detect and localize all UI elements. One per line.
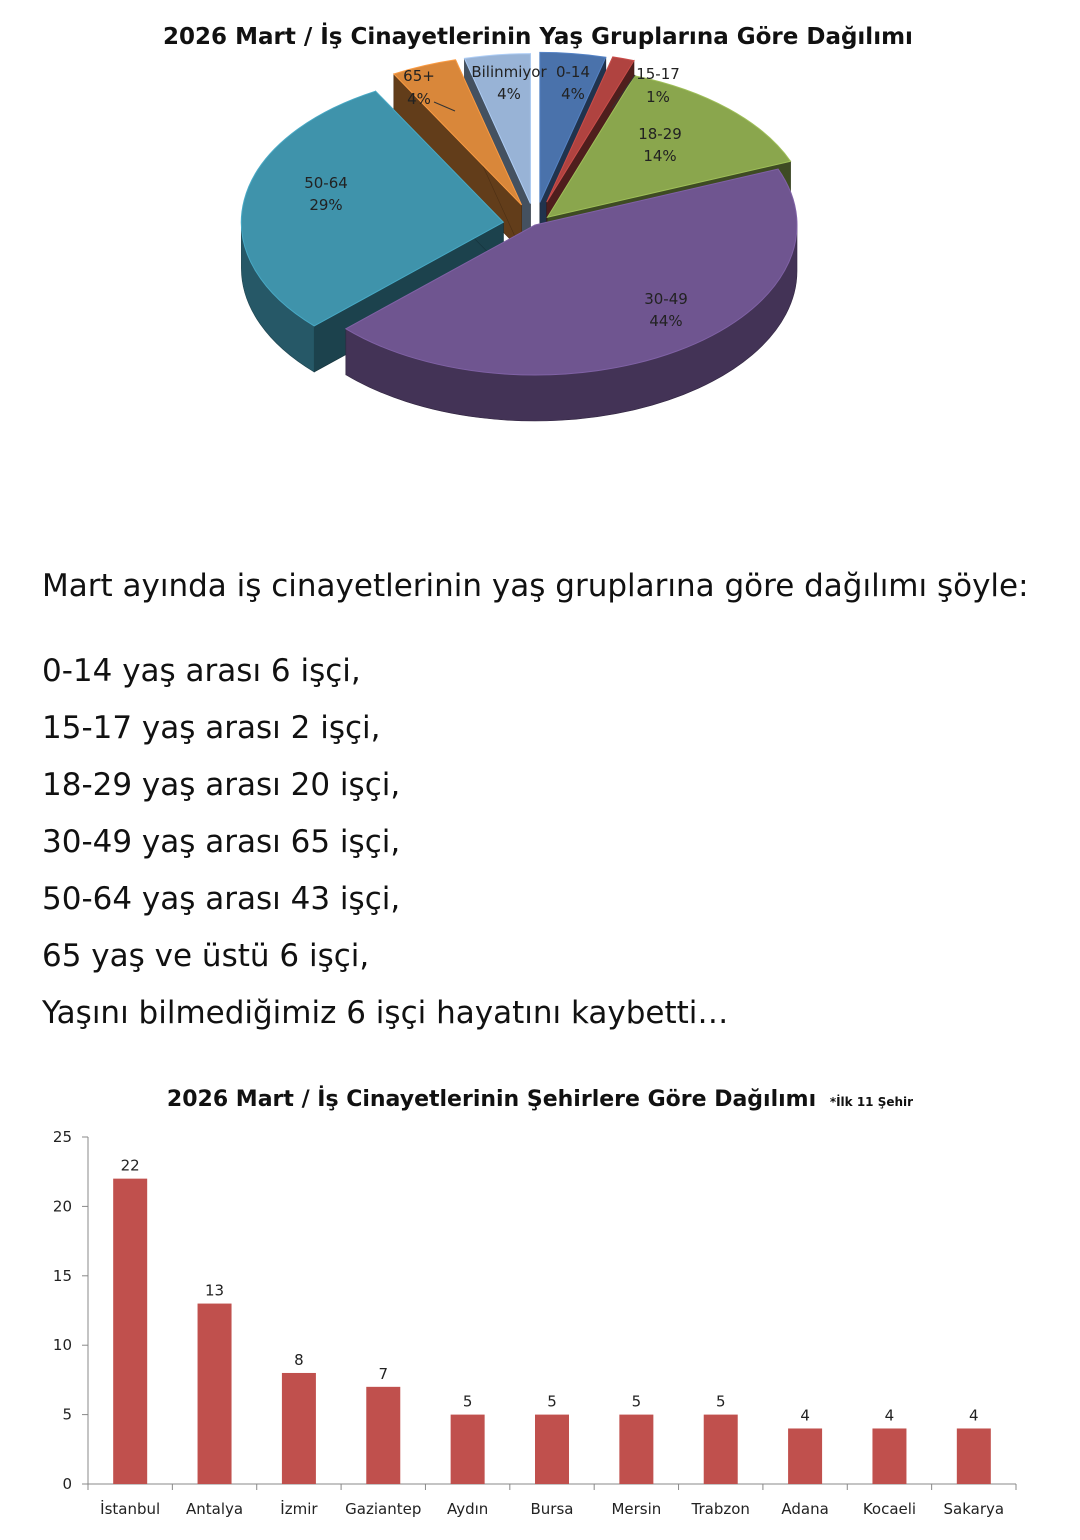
bar-value-label: 4 xyxy=(800,1406,810,1425)
bar-value-label: 13 xyxy=(204,1281,225,1300)
summary-line-18-29: 18-29 yaş arası 20 işçi, xyxy=(42,767,401,803)
bar-value-label: 22 xyxy=(120,1156,140,1175)
bar-axes xyxy=(53,1128,1016,1493)
pie-pct-bilinmiyor: 4% xyxy=(497,85,521,103)
bar-mersin xyxy=(619,1415,653,1484)
pie-pct-50-64: 29% xyxy=(309,196,343,214)
bar-sakarya xyxy=(957,1428,991,1484)
bar-chart-title-note: *İlk 11 Şehir xyxy=(829,1095,914,1109)
pie-pct-15-17: 1% xyxy=(646,88,670,106)
age-summary-text xyxy=(42,558,1052,1042)
bar-bursa xyxy=(535,1415,569,1484)
bar-chart-title xyxy=(167,1086,913,1112)
city-bar-chart xyxy=(0,1070,1080,1540)
x-tick-label: Trabzon xyxy=(691,1500,750,1518)
x-tick-label: Sakarya xyxy=(943,1500,1005,1518)
bar-ayd-n xyxy=(451,1415,485,1484)
x-tick-label: İzmir xyxy=(280,1500,318,1518)
bar-antalya xyxy=(198,1304,232,1484)
summary-line-15-17: 15-17 yaş arası 2 işçi, xyxy=(42,710,381,746)
bar-trabzon xyxy=(704,1415,738,1484)
bar-value-label: 5 xyxy=(715,1392,726,1411)
age-pie-chart xyxy=(0,0,1080,450)
y-tick-label: 15 xyxy=(52,1266,72,1285)
bar-value-label: 5 xyxy=(547,1392,557,1411)
bar-i-stanbul xyxy=(113,1179,147,1484)
bar-value-label: 7 xyxy=(378,1364,389,1383)
pie-label-50-64: 50-64 xyxy=(304,174,348,192)
bar-bars xyxy=(113,1179,991,1484)
summary-intro: Mart ayında iş cinayetlerinin yaş gruplarına göre dağılımı şöyle: xyxy=(42,568,1029,604)
x-tick-label: Aydın xyxy=(446,1500,489,1518)
pie-label-65: 65+ xyxy=(403,67,435,85)
pie-label-bilinmiyor: Bilinmiyor xyxy=(471,63,547,81)
y-tick-label: 0 xyxy=(62,1475,72,1493)
summary-line-30-49: 30-49 yaş arası 65 işçi, xyxy=(42,824,401,860)
pie-label-18-29: 18-29 xyxy=(638,125,682,143)
pie-pct-18-29: 14% xyxy=(643,147,677,165)
pie-pct-30-49: 44% xyxy=(649,312,683,330)
bar-i-zmir xyxy=(282,1373,316,1484)
x-tick-label: Antalya xyxy=(186,1500,244,1518)
y-tick-label: 20 xyxy=(52,1197,72,1216)
x-tick-label: Bursa xyxy=(530,1500,574,1518)
bar-value-label: 8 xyxy=(294,1350,304,1369)
summary-line-50-64: 50-64 yaş arası 43 işçi, xyxy=(42,881,401,917)
summary-line-unknown: Yaşını bilmediğimiz 6 işçi hayatını kaybetti… xyxy=(42,995,729,1031)
x-tick-label: Kocaeli xyxy=(862,1500,917,1518)
pie-label-15-17: 15-17 xyxy=(636,65,680,83)
y-tick-label: 10 xyxy=(52,1336,72,1355)
x-tick-label: Mersin xyxy=(611,1500,662,1518)
x-tick-label: İstanbul xyxy=(100,1500,161,1518)
bar-gaziantep xyxy=(366,1387,400,1484)
bar-value-label: 5 xyxy=(462,1392,473,1411)
x-tick-label: Adana xyxy=(781,1500,829,1518)
pie-chart-title: 2026 Mart / İş Cinayetlerinin Yaş Gruplarına Göre Dağılımı xyxy=(163,24,913,50)
summary-line-65-plus: 65 yaş ve üstü 6 işçi, xyxy=(42,938,370,974)
x-tick-label: Gaziantep xyxy=(345,1500,422,1518)
bar-value-label: 4 xyxy=(969,1406,979,1425)
bar-adana xyxy=(788,1428,822,1484)
pie-label-30-49: 30-49 xyxy=(644,290,688,308)
pie-pct-65: 4% xyxy=(407,90,431,108)
pie-label-0-14: 0-14 xyxy=(555,63,591,81)
pie-slices xyxy=(241,52,797,421)
bar-value-label: 5 xyxy=(631,1392,642,1411)
y-tick-label: 25 xyxy=(52,1128,72,1146)
pie-pct-0-14: 4% xyxy=(561,85,585,103)
bar-kocaeli xyxy=(872,1428,906,1484)
y-tick-label: 5 xyxy=(62,1405,72,1424)
bar-value-label: 4 xyxy=(884,1406,895,1425)
bar-chart-title-main: 2026 Mart / İş Cinayetlerinin Şehirlere Göre Dağılımı xyxy=(166,1087,817,1112)
summary-line-0-14: 0-14 yaş arası 6 işçi, xyxy=(42,653,361,689)
